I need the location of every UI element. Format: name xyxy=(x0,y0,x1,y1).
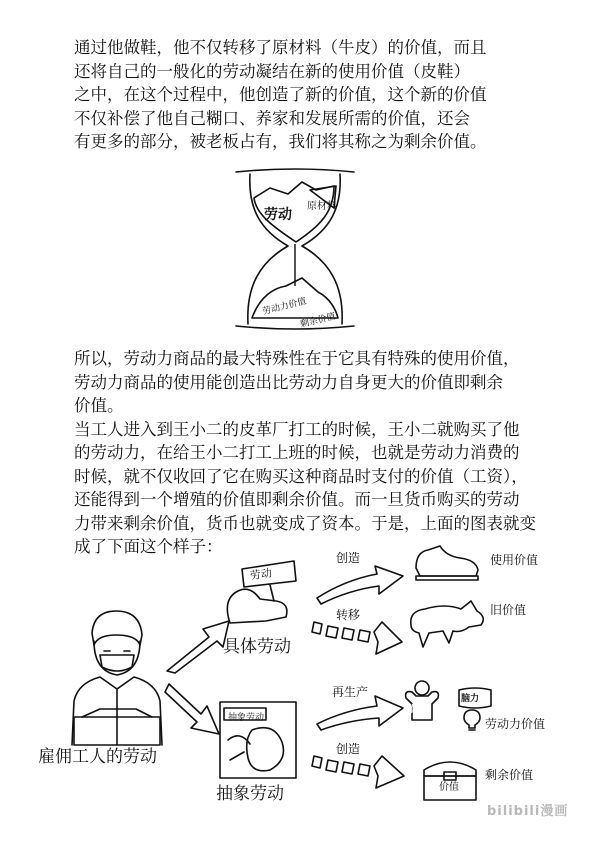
arrow-transfer xyxy=(312,618,404,658)
result-use-value: 使用价值 xyxy=(490,553,539,567)
worker-illustration xyxy=(60,605,170,745)
strength-body-label: 体力 xyxy=(410,705,429,715)
arrow-to-abstract xyxy=(165,680,225,740)
abstract-labor-label: 抽象劳动 xyxy=(216,784,284,804)
hourglass-label-surplus-value: 剩余价值 xyxy=(299,311,337,331)
result-old-value: 旧价值 xyxy=(490,603,527,617)
arrow-create xyxy=(315,560,407,604)
arrow-transfer-label: 转移 xyxy=(336,608,361,622)
chest-label: 价值 xyxy=(439,782,459,793)
lightbulb-icon xyxy=(462,708,482,732)
arm-sign-illustration xyxy=(220,555,300,625)
hourglass-label-raw-material: 原材料 xyxy=(307,201,337,212)
arrow-create-label: 创造 xyxy=(336,551,361,565)
arrow-create-2-label: 创造 xyxy=(336,742,361,756)
intro-paragraph: 通过他做鞋，他不仅转移了原材料（牛皮）的价值，而且 还将自己的一般化的劳动凝结在新的使用价值（皮鞋） 之中，在这个过程中，他创造了新的价值，这个新的价值 不仅补偿了他自己糊口、养家和发展所需的价值，还会 有更多的部分，被老板占有，我们将其称之为剩余价值。 xyxy=(74,38,487,151)
result-labor-power-value: 劳动力价值 xyxy=(485,717,546,731)
arrow-reproduce-label: 再生产 xyxy=(332,685,369,699)
explanation-paragraph: 所以，劳动力商品的最大特殊性在于它具有特殊的使用价值， 劳动力商品的使用能创造出比劳动力自身更大的价值即剩余 价值。 当工人进入到王小二的皮革厂打工的时候，王小二就购买了他 的劳动力，在给王小二打工上班的时候，也就是劳动力消费的 时候，就不仅收回了它在购买这种商品时支付的价值（工资）， 还能得到一个增殖的价值即剩余价值。而一旦货币购买的劳动 力带来剩余价值，货币也就变成了资本。于是，上面的图表就变 成了下面这个样子： xyxy=(74,349,536,556)
hourglass-label-labor-power-value: 劳动力价值 xyxy=(261,296,308,318)
arrow-create-2 xyxy=(312,752,408,792)
cowhide-illustration xyxy=(405,595,490,655)
concrete-labor-label: 具体劳动 xyxy=(223,637,291,657)
hourglass-label-labor: 劳动 xyxy=(264,207,292,223)
worker-label: 雇佣工人的劳动 xyxy=(38,747,157,767)
result-surplus-value: 剩余价值 xyxy=(485,768,534,782)
strength-figure-illustration xyxy=(402,680,442,724)
strength-brain-label: 脑力 xyxy=(461,694,480,704)
abstract-sign-label: 抽象劳动 xyxy=(228,713,265,723)
watermark-logo: bilibili漫画 xyxy=(487,804,569,819)
concrete-sign-label: 劳动 xyxy=(249,566,273,583)
shoe-illustration xyxy=(412,538,482,582)
